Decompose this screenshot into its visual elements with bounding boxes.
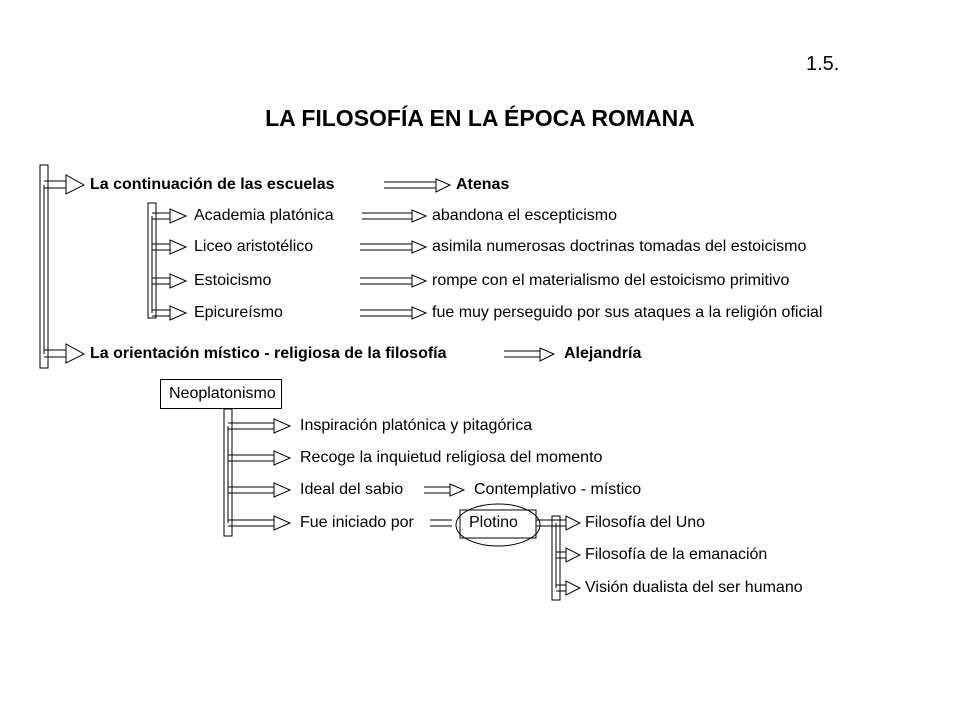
movement-label: Neoplatonismo xyxy=(169,385,276,402)
trait-2: Recoge la inquietud religiosa del momento xyxy=(300,449,603,466)
school-liceo-desc: asimila numerosas doctrinas tomadas del estoicismo xyxy=(432,238,807,255)
school-estoicismo: Estoicismo xyxy=(194,272,272,289)
schools-bracket xyxy=(148,203,156,318)
arrow-to-epicureismo xyxy=(152,306,186,320)
arrow-to-idea-1 xyxy=(536,516,580,530)
school-epicureismo-desc: fue muy perseguido por sus ataques a la religión oficial xyxy=(432,304,823,321)
arrow-to-section2-heading xyxy=(44,344,84,363)
arrow-academia-desc xyxy=(362,210,426,222)
neoplatonism-bracket xyxy=(224,409,232,536)
arrow-to-estoicismo xyxy=(152,274,186,288)
arrow-to-trait-4 xyxy=(228,516,290,530)
page-title: LA FILOSOFÍA EN LA ÉPOCA ROMANA xyxy=(265,105,695,131)
school-liceo: Liceo aristotélico xyxy=(194,238,314,255)
founder-idea-1: Filosofía del Uno xyxy=(585,514,706,531)
arrow-to-founder xyxy=(430,520,452,526)
school-academia: Academia platónica xyxy=(194,207,334,224)
trait-4: Fue iniciado por xyxy=(300,514,414,531)
section1-heading: La continuación de las escuelas xyxy=(90,176,335,193)
arrow-liceo-desc xyxy=(360,241,426,253)
slide-number: 1.5. xyxy=(806,53,840,75)
founder-idea-3: Visión dualista del ser humano xyxy=(585,579,803,596)
arrow-section1-to-place xyxy=(384,179,450,192)
arrow-estoicismo-desc xyxy=(360,275,426,287)
section1-place: Atenas xyxy=(456,176,510,193)
arrow-to-trait-2 xyxy=(228,451,290,465)
arrow-to-trait-3 xyxy=(228,483,290,497)
section2-heading: La orientación místico - religiosa de la filosofía xyxy=(90,345,447,362)
founder-name: Plotino xyxy=(469,514,518,531)
trait-3: Ideal del sabio xyxy=(300,481,404,498)
founder-idea-2: Filosofía de la emanación xyxy=(585,546,768,563)
trait-1: Inspiración platónica y pitagórica xyxy=(300,417,533,434)
section2-place: Alejandría xyxy=(564,345,642,362)
school-academia-desc: abandona el escepticismo xyxy=(432,207,618,224)
arrow-to-trait-1 xyxy=(228,419,290,433)
school-epicureismo: Epicureísmo xyxy=(194,304,283,321)
arrow-sage-ideal xyxy=(424,484,464,496)
arrow-section2-to-place xyxy=(504,348,554,361)
arrow-to-liceo xyxy=(152,240,186,254)
arrow-to-academia xyxy=(152,209,186,223)
main-bracket xyxy=(40,165,48,368)
sage-ideal: Contemplativo - místico xyxy=(474,481,642,498)
arrow-to-section1-heading xyxy=(44,175,84,194)
school-estoicismo-desc: rompe con el materialismo del estoicismo primitivo xyxy=(432,272,790,289)
arrow-epicureismo-desc xyxy=(360,307,426,319)
